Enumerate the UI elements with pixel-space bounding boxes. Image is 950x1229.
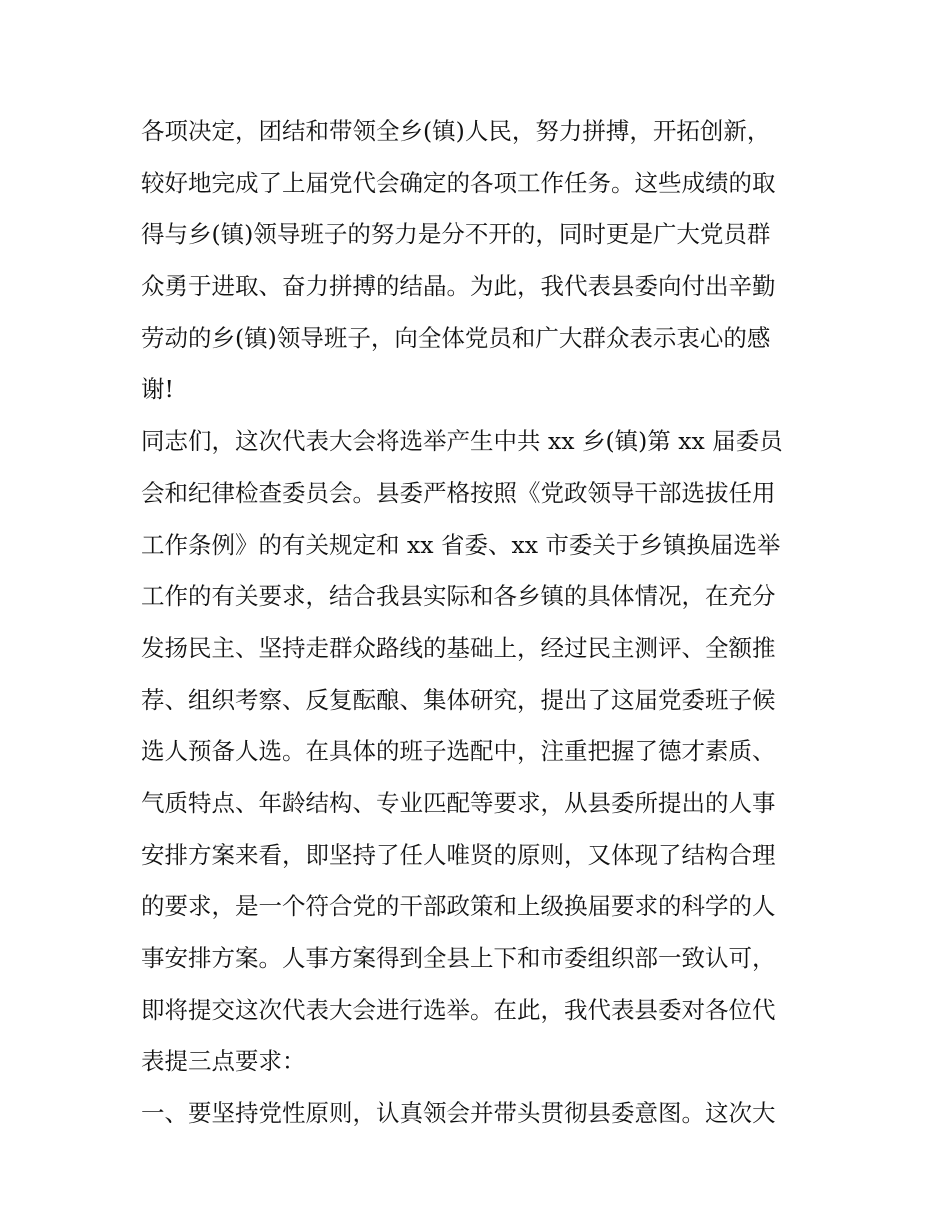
text-line: 即将提交这次代表大会进行选举。在此，我代表县委对各位代 [141,995,776,1024]
text-line: 事安排方案。人事方案得到全县上下和市委组织部一致认可， [141,944,776,972]
text-line: 劳动的乡(镇)领导班子，向全体党员和广大群众表示衷心的感 [141,323,771,352]
text-line: 荐、组织考察、反复酝酿、集体研究，提出了这届党委班子候 [141,685,776,714]
text-line: 一、要坚持党性原则，认真领会并带头贯彻县委意图。这次大 [141,1099,776,1128]
text-line: 选人预备人选。在具体的班子选配中，注重把握了德才素质、 [141,737,776,766]
text-line: 气质特点、年龄结构、专业匹配等要求，从县委所提出的人事 [141,788,776,817]
text-line: 较好地完成了上届党代会确定的各项工作任务。这些成绩的取 [141,168,776,197]
text-line: 表提三点要求： [141,1047,306,1076]
text-line: 工作条例》的有关规定和 xx 省委、xx 市委关于乡镇换届选举 [141,530,781,559]
text-line: 得与乡(镇)领导班子的努力是分不开的，同时更是广大党员群 [141,220,771,249]
text-line: 谢! [141,375,174,404]
text-line: 会和纪律检查委员会。县委严格按照《党政领导干部选拔任用 [141,478,776,507]
text-line: 同志们，这次代表大会将选举产生中共 xx 乡(镇)第 xx 届委员 [141,427,783,456]
body-text [141,106,821,1140]
text-line: 各项决定，团结和带领全乡(镇)人民，努力拼搏，开拓创新， [141,117,771,145]
text-line: 发扬民主、坚持走群众路线的基础上，经过民主测评、全额推 [141,633,776,662]
text-line: 工作的有关要求，结合我县实际和各乡镇的具体情况，在充分 [141,582,776,611]
text-line: 众勇于进取、奋力拼搏的结晶。为此，我代表县委向付出辛勤 [141,272,776,301]
text-line: 安排方案来看，即坚持了任人唯贤的原则，又体现了结构合理 [141,840,776,869]
text-line: 的要求，是一个符合党的干部政策和上级换届要求的科学的人 [141,892,776,921]
